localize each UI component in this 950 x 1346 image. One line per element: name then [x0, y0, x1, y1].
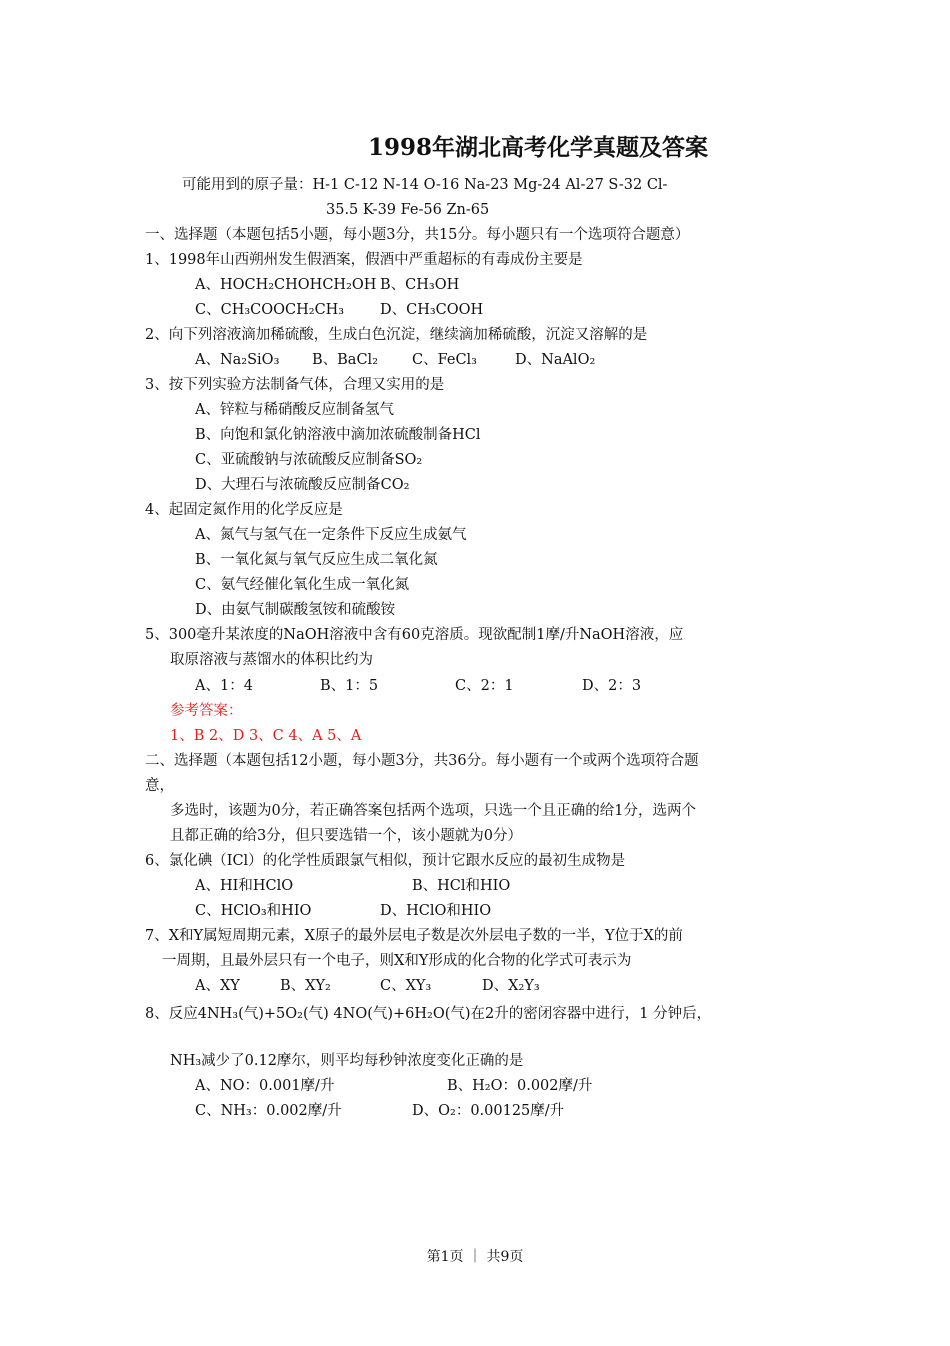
q3-option-a: A、锌粒与稀硝酸反应制备氢气: [195, 402, 394, 418]
answer-label: 参考答案：: [170, 703, 243, 719]
q2-stem: 2、向下列溶液滴加稀硫酸，生成白色沉淀，继续滴加稀硫酸，沉淀又溶解的是: [145, 327, 648, 343]
q8-stem-line-2: NH₃减少了0.12摩尔，则平均每秒钟浓度变化正确的是: [170, 1053, 524, 1069]
q8-option-a: A、NO：0.001摩/升: [195, 1078, 335, 1094]
q3-stem: 3、按下列实验方法制备气体，合理又实用的是: [145, 377, 445, 393]
q8-option-b: B、H₂O：0.002摩/升: [447, 1078, 593, 1094]
q4-option-b: B、一氧化氮与氧气反应生成二氧化氮: [195, 552, 438, 568]
q8-option-d: D、O₂：0.00125摩/升: [412, 1103, 565, 1119]
q2-option-c: C、FeCl₃: [412, 352, 477, 368]
q2-option-b: B、BaCl₂: [312, 352, 379, 368]
q1-option-c: C、CH₃COOCH₂CH₃: [195, 302, 345, 318]
q7-stem-line-1: 7、X和Y属短周期元素，X原子的最外层电子数是次外层电子数的一半，Y位于X的前: [145, 928, 683, 944]
q3-option-d: D、大理石与浓硫酸反应制备CO₂: [195, 477, 410, 493]
q1-stem: 1、1998年山西朔州发生假酒案，假酒中严重超标的有毒成份主要是: [145, 252, 583, 268]
q3-option-b: B、向饱和氯化钠溶液中滴加浓硫酸制备HCl: [195, 427, 481, 443]
q7-option-b: B、XY₂: [280, 978, 331, 994]
page-footer: 第1页 ｜ 共9页: [426, 1249, 524, 1265]
q6-option-c: C、HClO₃和HIO: [195, 903, 312, 919]
q5-stem-line-2: 取原溶液与蒸馏水的体积比约为: [170, 652, 373, 668]
section-2-note-line-1: 多选时，该题为0分，若正确答案包括两个选项，只选一个且正确的给1分，选两个: [170, 803, 696, 819]
q5-option-d: D、2：3: [582, 678, 642, 694]
q8-option-c: C、NH₃：0.002摩/升: [195, 1103, 342, 1119]
q5-option-c: C、2：1: [455, 678, 514, 694]
section-2-header-line-2: 意，: [145, 778, 174, 794]
q4-option-d: D、由氨气制碳酸氢铵和硫酸铵: [195, 602, 396, 618]
page-title: 1998年湖北高考化学真题及答案: [368, 134, 709, 161]
q2-option-d: D、NaAlO₂: [515, 352, 596, 368]
q1-option-a: A、HOCH₂CHOHCH₂OH: [195, 277, 377, 293]
q5-stem-line-1: 5、300毫升某浓度的NaOH溶液中含有60克溶质。现欲配制1摩/升NaOH溶液，应: [145, 627, 684, 643]
q6-option-d: D、HClO和HIO: [380, 903, 492, 919]
q4-stem: 4、起固定氮作用的化学反应是: [145, 502, 343, 518]
q6-option-b: B、HCl和HIO: [412, 878, 511, 894]
q2-option-a: A、Na₂SiO₃: [195, 352, 280, 368]
q3-option-c: C、亚硫酸钠与浓硫酸反应制备SO₂: [195, 452, 423, 468]
q7-option-a: A、XY: [195, 978, 240, 994]
section-1-header: 一、选择题（本题包括5小题，每小题3分，共15分。每小题只有一个选项符合题意）: [145, 227, 690, 243]
q1-option-b: B、CH₃OH: [380, 277, 460, 293]
q7-option-d: D、X₂Y₃: [482, 978, 540, 994]
q4-option-a: A、氮气与氢气在一定条件下反应生成氨气: [195, 527, 467, 543]
q8-stem-line-1: 8、反应4NH₃(气)+5O₂(气) 4NO(气)+6H₂O(气)在2升的密闭容器中进行，1 分钟后，: [145, 1006, 712, 1022]
q6-option-a: A、HI和HClO: [195, 878, 294, 894]
q4-option-c: C、氨气经催化氧化生成一氧化氮: [195, 577, 410, 593]
q7-stem-line-2: 一周期，且最外层只有一个电子，则X和Y形成的化合物的化学式可表示为: [162, 953, 632, 969]
answer-list: 1、B 2、D 3、C 4、A 5、A: [170, 728, 362, 744]
atomic-masses-line-2: 35.5 K-39 Fe-56 Zn-65: [326, 202, 490, 218]
section-2-note-line-2: 且都正确的给3分，但只要选错一个，该小题就为0分）: [170, 828, 522, 844]
atomic-masses-line-1: 可能用到的原子量：H-1 C-12 N-14 O-16 Na-23 Mg-24 Al-27 S-32 Cl-: [182, 177, 668, 193]
q7-option-c: C、XY₃: [380, 978, 432, 994]
section-2-header-line-1: 二、选择题（本题包括12小题，每小题3分，共36分。每小题有一个或两个选项符合题: [145, 753, 699, 769]
q6-stem: 6、氯化碘（ICl）的化学性质跟氯气相似，预计它跟水反应的最初生成物是: [145, 853, 626, 869]
q1-option-d: D、CH₃COOH: [380, 302, 484, 318]
q5-option-b: B、1：5: [320, 678, 379, 694]
q5-option-a: A、1：4: [195, 678, 253, 694]
